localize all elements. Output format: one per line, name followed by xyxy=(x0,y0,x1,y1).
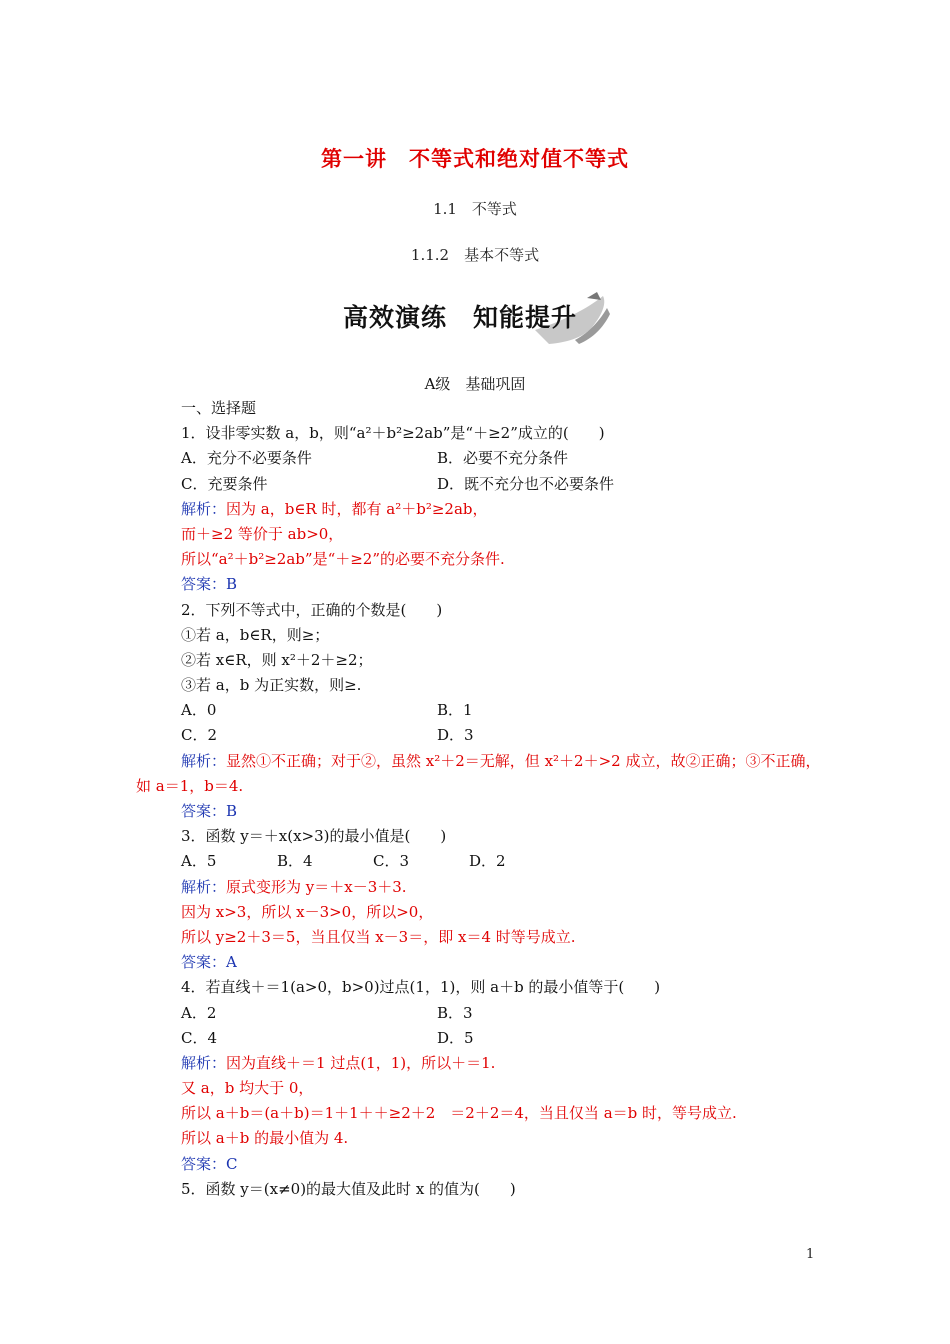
section-title: 1.1 不等式 xyxy=(433,200,517,218)
answer-options xyxy=(136,472,836,497)
option: D．2 xyxy=(469,852,506,871)
practice-banner xyxy=(335,290,615,348)
answer-options xyxy=(136,446,836,471)
answer-line xyxy=(136,572,836,597)
option: D．3 xyxy=(437,726,474,745)
question-line: 3．函数 y＝＋x(x>3)的最小值是( ) xyxy=(181,827,447,846)
exercise-content xyxy=(136,396,836,1202)
answer-line xyxy=(136,1152,836,1177)
chapter-title: 第一讲 不等式和绝对值不等式 xyxy=(321,147,629,171)
answer-options xyxy=(136,1026,836,1051)
analysis-text: 所以 a＋b＝(a＋b)＝1＋1＋＋≥2＋2 ＝2＋2＝4，当且仅当 a＝b 时，等号成立. xyxy=(181,1104,737,1123)
subsection-title: 1.1.2 基本不等式 xyxy=(410,246,540,264)
answer-value: B xyxy=(226,575,238,594)
analysis-label: 解析： xyxy=(181,1053,227,1072)
analysis-text: 显然①不正确；对于②，虽然 x²＋2＝无解，但 x²＋2＋>2 成立，故②正确；③不正确， xyxy=(226,751,821,770)
question-line: ③若 a，b 为正实数，则≥. xyxy=(181,676,362,695)
answer-line xyxy=(136,950,836,975)
answer-line xyxy=(136,799,836,824)
answer-label: 答案： xyxy=(181,802,227,820)
analysis-line xyxy=(136,497,836,522)
option: D．既不充分也不必要条件 xyxy=(437,474,615,493)
answer-label: 答案： xyxy=(181,1154,227,1173)
option: B．3 xyxy=(437,1003,473,1022)
question-line: ②若 x∈R，则 x²＋2＋≥2； xyxy=(181,650,373,669)
analysis-text: 如 a＝1，b＝4. xyxy=(136,776,244,795)
analysis-text: 因为 a，b∈R 时，都有 a²＋b²≥2ab， xyxy=(226,499,488,518)
analysis-label: 解析： xyxy=(181,499,227,518)
option: B．1 xyxy=(437,701,473,720)
option: D．5 xyxy=(437,1028,474,1047)
answer-value: B xyxy=(226,802,238,820)
answer-options xyxy=(136,849,836,874)
analysis-text: 因为 x>3，所以 x－3>0，所以>0， xyxy=(181,902,434,921)
option: A．5 xyxy=(181,852,217,871)
analysis-line xyxy=(136,1051,836,1076)
option: B．4 xyxy=(277,852,313,871)
analysis-text: 所以 y≥2＋3＝5，当且仅当 x－3＝，即 x＝4 时等号成立. xyxy=(181,927,576,946)
section-heading: 一、选择题 xyxy=(181,399,257,417)
answer-options xyxy=(136,1001,836,1026)
question-line: 4．若直线＋＝1(a>0，b>0)过点(1，1)，则 a＋b 的最小值等于( ) xyxy=(181,978,661,997)
page-number: 1 xyxy=(806,1247,815,1262)
question-line: 5．函数 y＝(x≠0)的最大值及此时 x 的值为( ) xyxy=(181,1179,516,1198)
answer-label: 答案： xyxy=(181,953,227,972)
analysis-text: 原式变形为 y＝＋x－3＋3. xyxy=(226,877,407,896)
option: C．2 xyxy=(181,726,218,745)
analysis-text: 所以 a＋b 的最小值为 4. xyxy=(181,1129,349,1148)
option: A．0 xyxy=(181,701,217,720)
analysis-line xyxy=(136,749,836,774)
question-line: 2．下列不等式中，正确的个数是( ) xyxy=(181,600,443,619)
analysis-label: 解析： xyxy=(181,751,227,770)
answer-value: C xyxy=(226,1154,238,1173)
answer-label: 答案： xyxy=(181,575,227,594)
level-heading: A级 基础巩固 xyxy=(424,375,526,393)
analysis-text: 所以“a²＋b²≥2ab”是“＋≥2”的必要不充分条件. xyxy=(181,550,505,569)
question-line: 1．设非零实数 a，b，则“a²＋b²≥2ab”是“＋≥2”成立的( ) xyxy=(181,424,605,443)
answer-value: A xyxy=(226,953,237,972)
answer-options xyxy=(136,723,836,748)
question-line: ①若 a，b∈R，则≥； xyxy=(181,625,330,644)
analysis-label: 解析： xyxy=(181,877,227,896)
answer-options xyxy=(136,698,836,723)
analysis-line xyxy=(136,875,836,900)
analysis-text: 因为直线＋＝1 过点(1，1)，所以＋＝1. xyxy=(226,1053,496,1072)
banner-title: 高效演练 知能提升 xyxy=(343,303,578,332)
option: C．充要条件 xyxy=(181,474,268,493)
option: A．充分不必要条件 xyxy=(181,449,312,468)
option: B．必要不充分条件 xyxy=(437,449,569,468)
analysis-text: 而＋≥2 等价于 ab>0， xyxy=(181,524,344,543)
option: A．2 xyxy=(181,1003,217,1022)
analysis-text: 又 a，b 均大于 0， xyxy=(181,1079,314,1098)
option: C．3 xyxy=(373,852,410,871)
option: C．4 xyxy=(181,1028,218,1047)
